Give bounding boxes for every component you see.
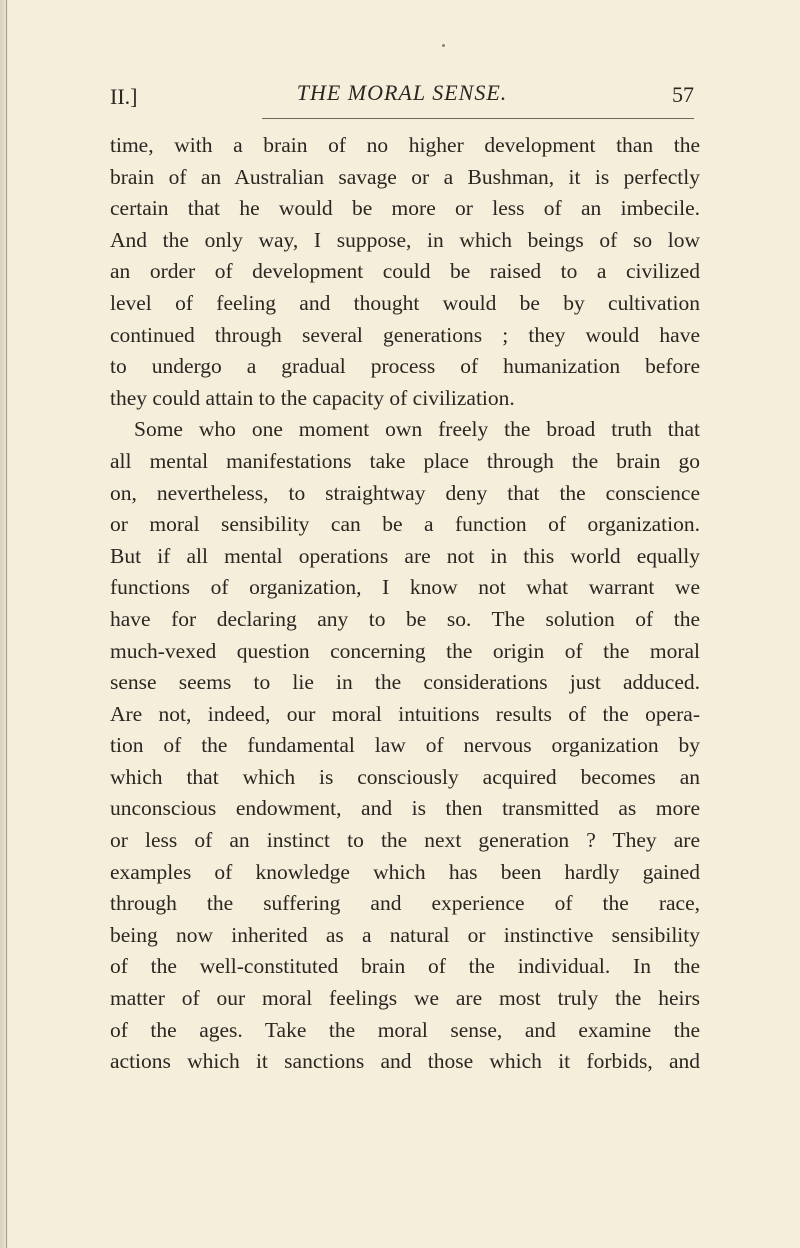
text-line: being now inherited as a natural or instinctive sensibility <box>110 922 700 947</box>
text-line: And the only way, I suppose, in which beings of so low <box>110 227 700 252</box>
running-title: THE MORAL SENSE. <box>296 80 508 105</box>
text-line: to undergo a gradual process of humanization before <box>110 354 700 379</box>
text-line: functions of organization, I know not what warrant we <box>110 575 700 600</box>
header-rule <box>262 118 694 119</box>
text-line: an order of development could be raised to a civilized <box>110 259 700 284</box>
text-line: But if all mental operations are not in this world equally <box>110 543 700 568</box>
text-line: Are not, indeed, our moral intuitions results of the opera- <box>110 701 700 726</box>
text-line: which that which is consciously acquired becomes an <box>110 764 700 789</box>
paper-speck <box>442 44 445 47</box>
text-line: sense seems to lie in the considerations just adduced. <box>110 670 700 695</box>
text-line: time, with a brain of no higher development than the <box>110 133 700 157</box>
text-line: brain of an Australian savage or a Bushman, it is perfectly <box>110 164 700 189</box>
text-line: they could attain to the capacity of civilization. <box>110 385 515 410</box>
text-line: unconscious endowment, and is then transmitted as more <box>110 796 700 821</box>
body-text <box>110 130 700 1078</box>
text-line: have for declaring any to be so. The solution of the <box>110 606 700 631</box>
text-line: or moral sensibility can be a function of organization. <box>110 512 700 537</box>
text-line: or less of an instinct to the next generation ? They are <box>110 828 700 853</box>
page-edge-line <box>6 0 7 1248</box>
text-line: tion of the fundamental law of nervous organization by <box>110 733 700 758</box>
text-line: Some who one moment own freely the broad truth that <box>134 417 700 442</box>
text-line: all mental manifestations take place through the brain go <box>110 448 700 473</box>
text-line: certain that he would be more or less of an imbecile. <box>110 196 700 221</box>
text-line: much-vexed question concerning the origin of the moral <box>110 638 700 663</box>
text-line: of the well-constituted brain of the individual. In the <box>110 954 700 979</box>
running-head <box>110 80 694 112</box>
text-line: examples of knowledge which has been hardly gained <box>110 859 700 884</box>
text-line: continued through several generations ; they would have <box>110 322 700 347</box>
chapter-number: II.] <box>110 84 138 109</box>
text-line: level of feeling and thought would be by cultivation <box>110 290 700 315</box>
text-line: through the suffering and experience of the race, <box>110 891 700 916</box>
text-line: on, nevertheless, to straightway deny that the conscience <box>110 480 700 505</box>
page-number: 57 <box>672 82 694 107</box>
text-line: of the ages. Take the moral sense, and examine the <box>110 1017 700 1042</box>
text-line: actions which it sanctions and those which it forbids, and <box>110 1049 700 1074</box>
text-line: matter of our moral feelings we are most truly the heirs <box>110 986 700 1011</box>
